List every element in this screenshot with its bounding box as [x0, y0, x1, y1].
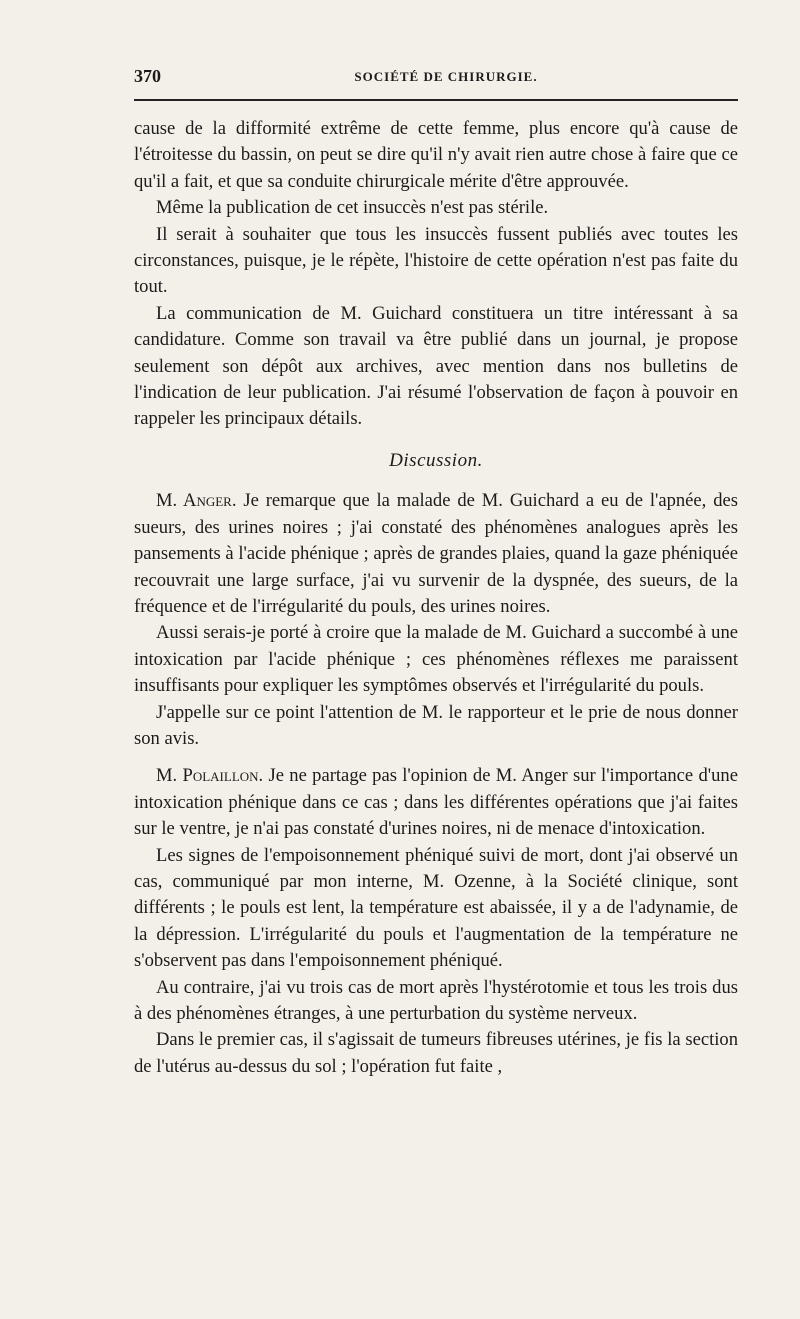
paragraph-anger	[134, 488, 738, 620]
paragraph: Au contraire, j'ai vu trois cas de mort après l'hystérotomie et tous les trois dus à des phénomènes étranges, à une perturbation du système nerveux.	[134, 976, 738, 1024]
paragraph: Il serait à souhaiter que tous les insuccès fussent publiés avec toutes les circonstances, puisque, je le répète, l'histoire de cette opération n'est pas faite du tout.	[134, 223, 738, 298]
paragraph: Les signes de l'empoisonnement phéniqué suivi de mort, dont j'ai observé un cas, communiqué par mon interne, M. Ozenne, à la Société clinique, sont différents ; le pouls est lent, la température est abaissée, il y a de l'adynamie, de la dépression. L'irrégularité du pouls et l'augmentation de la température ne s'observent pas dans l'empoisonnement phéniqué.	[134, 844, 738, 972]
page-number: 370	[134, 66, 161, 86]
section-heading: Discussion.	[389, 449, 483, 471]
speaker-name: M. Polaillon.	[156, 765, 264, 787]
paragraph: J'appelle sur ce point l'attention de M. le rapporteur et le prie de nous donner son avis.	[134, 701, 738, 749]
paragraph-gap	[134, 752, 738, 763]
running-title: SOCIÉTÉ DE CHIRURGIE.	[354, 69, 538, 84]
paragraph-text: Je remarque que la malade de M. Guichard a eu de l'apnée, des sueurs, des urines noires ; j'ai constaté des phénomènes analogues après les pansements à l'acide phénique ; après de grandes plaies, quand la gaze phéniquée recouvrait une large surface, j'ai vu survenir de la dyspnée, des sueurs, de la fréquence et de l'irrégularité du pouls, des urines noires.	[134, 490, 738, 617]
paragraph-text: Je ne partage pas l'opinion de M. Anger sur l'importance d'une intoxication phénique dans ce cas ; dans les différentes opérations que j'ai faites sur le ventre, je n'ai pas constaté d'urines noires, ni de menace d'intoxication.	[134, 765, 738, 840]
paragraph: Dans le premier cas, il s'agissait de tumeurs fibreuses utérines, je fis la section de l'utérus au-dessus du sol ; l'opération fut faite ,	[134, 1029, 738, 1077]
paragraph: La communication de M. Guichard constituera un titre intéressant à sa candidature. Comme son travail va être publié dans un journal, je propose seulement son dépôt aux archives, avec mention dans nos bulletins de l'indication de leur publication. J'ai résumé l'observation de façon à pouvoir en rappeler les principaux détails.	[134, 302, 738, 430]
paragraph: cause de la difformité extrême de cette femme, plus encore qu'à cause de l'étroitesse du bassin, on peut se dire qu'il n'y avait rien autre chose à faire que ce qu'il a fait, et que sa conduite chirurgicale mérite d'être approuvée.	[134, 118, 738, 192]
header-rule	[134, 99, 738, 101]
paragraph-polaillon	[134, 763, 738, 842]
page-header	[134, 66, 738, 92]
speaker-name: M. Anger.	[156, 490, 237, 512]
paragraph: Même la publication de cet insuccès n'est pas stérile.	[156, 197, 549, 219]
body-text	[134, 116, 738, 1080]
paragraph: Aussi serais-je porté à croire que la malade de M. Guichard a succombé à une intoxication par l'acide phénique ; ces phénomènes réflexes me paraissent insuffisants pour expliquer les symptômes observés et l'irrégularité du pouls.	[134, 622, 738, 697]
